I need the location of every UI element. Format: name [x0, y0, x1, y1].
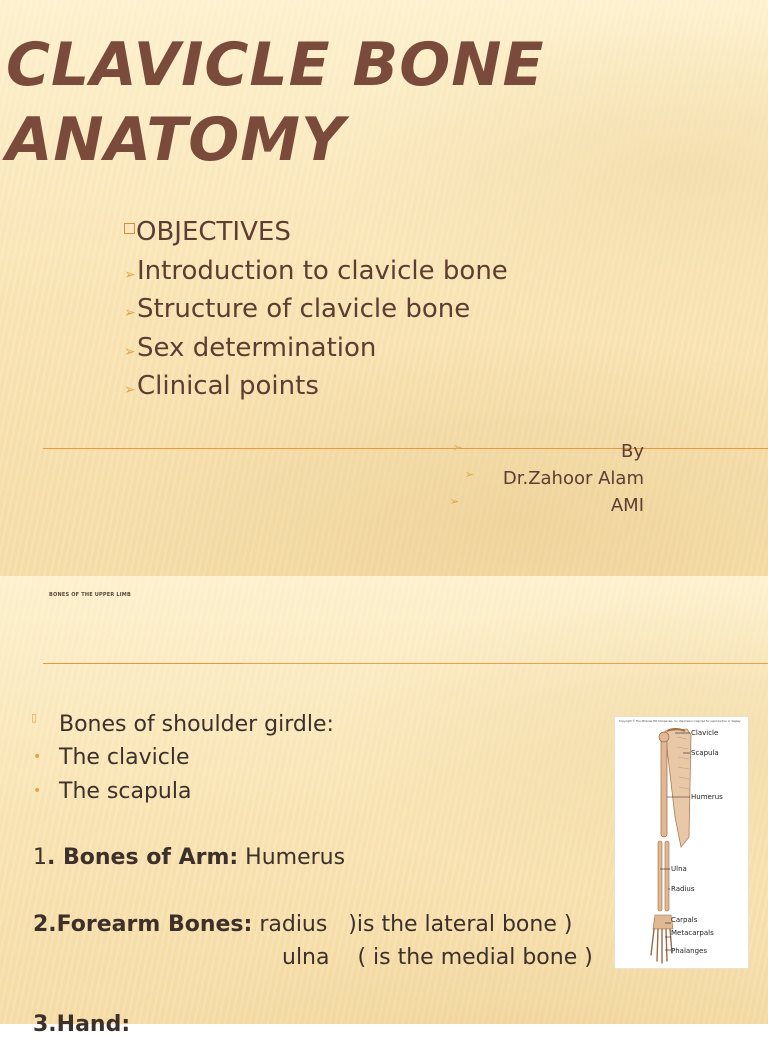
dot-bullet-icon: • [33, 782, 42, 799]
title-line-2: ANATOMY [6, 105, 346, 175]
skeleton-illustration [615, 717, 748, 968]
square-bullet-icon: ▯ [31, 711, 38, 724]
label-radius: Radius [671, 885, 695, 893]
slide-small-heading: BONES OF THE UPPER LIMB [49, 592, 131, 598]
shoulder-girdle-list [33, 708, 593, 808]
objective-item: ➢Sex determination [124, 330, 508, 369]
byline-item: ➢ By [503, 438, 644, 465]
author-byline [449, 438, 644, 519]
content-slide [0, 576, 768, 1037]
arrow-bullet-icon: ➢ [464, 468, 475, 481]
list-item: ▯ Bones of shoulder girdle: [33, 708, 593, 741]
dot-bullet-icon: • [33, 749, 42, 766]
forearm-bones-line: 2.Forearm Bones: radius )is the lateral bone ) [33, 911, 573, 937]
arrow-bullet-icon: ➢ [452, 441, 463, 454]
divider-line [43, 663, 243, 664]
objective-item: ➢Clinical points [124, 368, 508, 407]
arrow-bullet-icon: ➢ [124, 305, 136, 321]
slide-content [33, 708, 593, 1041]
label-metacarpals: Metacarpals [671, 929, 714, 937]
figure-copyright: Copyright © The McGraw-Hill Companies, Inc. Permission required for reproduction or display. [619, 720, 741, 723]
upper-limb-skeleton-figure [614, 716, 749, 969]
divider-line [43, 448, 768, 449]
hand-bones-line: 3.Hand: [33, 1011, 131, 1037]
list-item: • The scapula [33, 775, 593, 808]
label-clavicle: Clavicle [691, 729, 719, 737]
label-scapula: Scapula [691, 749, 719, 757]
square-bullet-icon [124, 223, 135, 234]
forearm-ulna-line: ulna ( is the medial bone ) [282, 945, 593, 971]
label-humerus: Humerus [691, 793, 723, 801]
list-item: • The clavicle [33, 741, 593, 774]
divider-line [243, 663, 768, 664]
arrow-bullet-icon: ➢ [124, 382, 136, 398]
objectives-heading: OBJECTIVES [124, 214, 508, 253]
label-ulna: Ulna [671, 865, 687, 873]
objective-item: ➢Structure of clavicle bone [124, 291, 508, 330]
label-phalanges: Phalanges [671, 947, 708, 955]
arrow-bullet-icon: ➢ [449, 495, 460, 508]
byline-item: ➢ AMI [503, 492, 644, 519]
slide-title [6, 28, 544, 178]
title-line-1: CLAVICLE BONE [6, 30, 545, 100]
arrow-bullet-icon: ➢ [124, 343, 136, 360]
objective-item: ➢Introduction to clavicle bone [124, 253, 508, 292]
byline-item: ➢ Dr.Zahoor Alam [503, 465, 644, 492]
arrow-bullet-icon: ➢ [124, 266, 136, 283]
label-carpals: Carpals [671, 916, 698, 924]
arm-bones-line: 1. Bones of Arm: Humerus [33, 845, 346, 871]
objectives-list [124, 214, 508, 407]
